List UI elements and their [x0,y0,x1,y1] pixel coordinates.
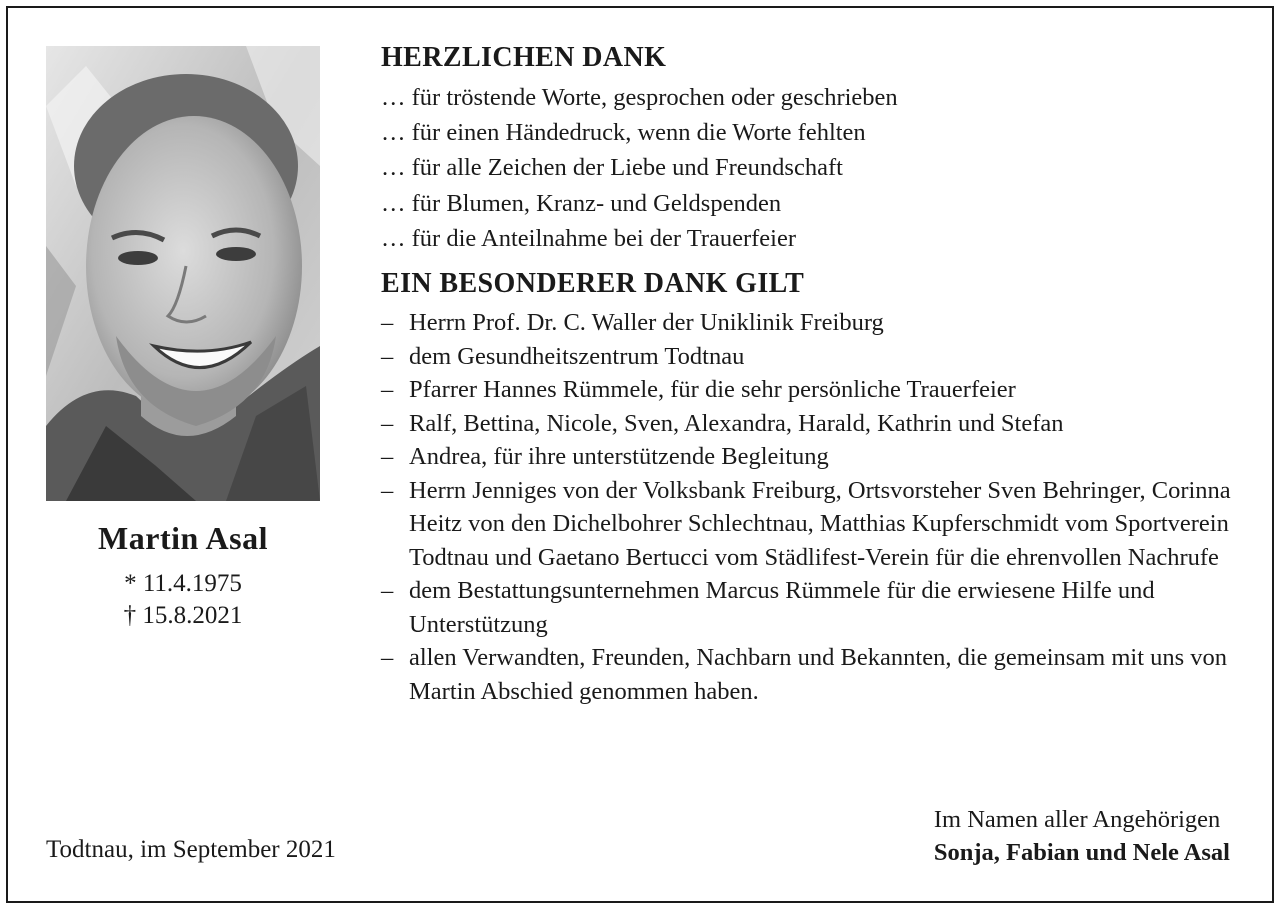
special-thanks-text: dem Bestattungsunternehmen Marcus Rümmele für die erwiesene Hilfe und Unterstützung [409,577,1155,638]
thanks-item: … für Blumen, Kranz- und Geldspenden [381,189,782,217]
special-thanks-text: dem Gesundheitszentrum Todtnau [409,342,745,370]
special-thanks-item [381,373,1241,407]
signature-family: Sonja, Fabian und Nele Asal [933,839,1230,866]
special-thanks-item [381,474,1241,575]
portrait-photo [46,46,320,501]
special-thanks-item [381,340,1241,374]
special-thanks-text: Pfarrer Hannes Rümmele, für die sehr persönliche Trauerfeier [409,376,1016,404]
life-dates [46,568,320,632]
dash-bullet: – [381,443,394,471]
heading-besonderer-dank: EIN BESONDERER DANK GILT [381,268,805,300]
special-thanks-text: Ralf, Bettina, Nicole, Sven, Alexandra, Harald, Kathrin und Stefan [409,409,1064,437]
dash-bullet: – [381,644,394,672]
thanks-item: … für einen Händedruck, wenn die Worte fehlten [381,119,866,147]
thanks-item: … für tröstende Worte, gesprochen oder geschrieben [381,84,898,111]
birth-date: * 11.4.1975 [124,570,242,597]
place-and-date: Todtnau, im September 2021 [46,836,336,863]
special-thanks-item [381,641,1241,708]
dash-bullet: – [381,409,394,437]
deceased-name: Martin Asal [98,520,268,556]
signature-block [934,803,1230,869]
death-date: † 15.8.2021 [123,602,243,629]
special-thanks-text: Herrn Jenniges von der Volksbank Freiburg, Ortsvorsteher Sven Behringer, Corinna Heitz von den Dichelbohrer Schlechtnau, Matthias Kupferschmidt vom Sportverein Todtnau und Gaetano Bertucci vom Städlifest-Verein für die ehrenvollen Nachrufe [409,476,1231,571]
special-thanks-item [381,306,1241,340]
special-thanks-text: Herrn Prof. Dr. C. Waller der Uniklinik Freiburg [409,309,884,337]
thanks-item: … für alle Zeichen der Liebe und Freundschaft [381,154,843,182]
thanks-content [381,40,1241,708]
heading-herzlichen-dank: HERZLICHEN DANK [381,42,667,73]
dash-bullet: – [381,376,394,404]
dash-bullet: – [381,476,394,504]
dash-bullet: – [381,577,394,605]
dash-bullet: – [381,309,394,337]
thanks-list [381,80,1241,256]
special-thanks-item [381,574,1241,641]
special-thanks-item [381,440,1241,474]
special-thanks-list [381,306,1241,708]
special-thanks-text: allen Verwandten, Freunden, Nachbarn und Bekannten, die gemeinsam mit uns von Martin Abschied genommen haben. [409,644,1228,705]
special-thanks-item [381,407,1241,441]
special-thanks-text: Andrea, für ihre unterstützende Begleitung [409,443,829,471]
dash-bullet: – [381,342,394,370]
signature-intro: Im Namen aller Angehörigen [933,806,1221,833]
thanks-item: … für die Anteilnahme bei der Trauerfeier [381,224,797,252]
